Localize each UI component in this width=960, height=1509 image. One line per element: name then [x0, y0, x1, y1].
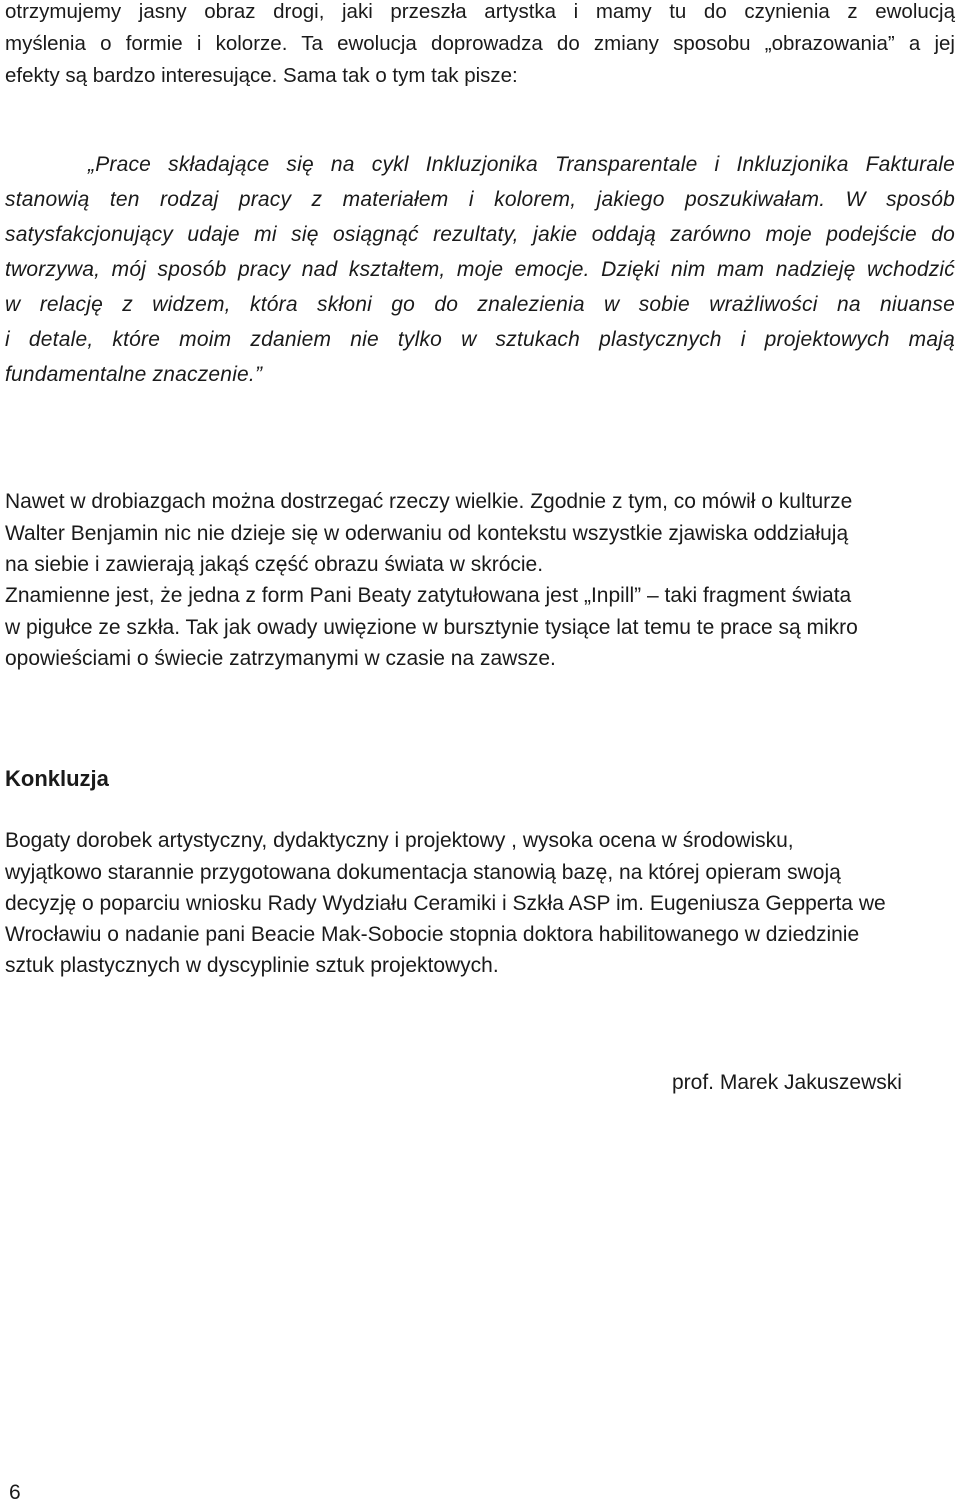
quote-line-4-text: tworzywa, mój sposób pracy nad kształtem, moje emocje.: [5, 258, 590, 281]
conclusion-line-4: Wrocławiu o nadanie pani Beacie Mak-Sobocie stopnia doktora habilitowanego w dziedzinie: [5, 923, 860, 946]
conclusion-line-3: decyzję o poparciu wniosku Rady Wydziału Ceramiki i Szkła ASP im. Eugeniusza Gepperta we: [5, 892, 886, 915]
quote-line-2: [5, 185, 955, 215]
quote-line-6: i detale, które moim zdaniem nie tylko w sztukach plastycznych i projektowych mają: [5, 328, 955, 351]
intro-line-2: myślenia o formie i kolorze. Ta ewolucja doprowadza do zmiany sposobu „obrazowania” a jej: [5, 32, 955, 55]
para2-line-4: Znamienne jest, że jedna z form Pani Beaty zatytułowana jest „Inpill” – taki fragment świata: [5, 584, 852, 607]
quote-line-2-tail: W sposób: [845, 188, 955, 211]
quote-line-3: satysfakcjonujący udaje mi się osiągnąć rezultaty, jakie oddają zarówno moje podejście do: [5, 223, 955, 246]
quote-line-1: „Prace składające się na cykl Inkluzjonika Transparentale i Inkluzjonika Fakturale: [88, 153, 955, 176]
conclusion-line-1: Bogaty dorobek artystyczny, dydaktyczny i projektowy , wysoka ocena w środowisku,: [5, 829, 794, 852]
intro-line-3: efekty są bardzo interesujące. Sama tak o tym tak pisze:: [5, 64, 518, 87]
para2-line-5: w pigułce ze szkła. Tak jak owady uwięzione w bursztynie tysiące lat temu te prace są mikro: [5, 616, 858, 639]
signature: prof. Marek Jakuszewski: [672, 1071, 902, 1094]
quote-line-2-text: stanowią ten rodzaj pracy z materiałem i kolorem, jakiego poszukiwałam.: [5, 188, 826, 211]
quote-line-4: [5, 255, 955, 285]
conclusion-line-5: sztuk plastycznych w dyscyplinie sztuk projektowych.: [5, 954, 499, 977]
conclusion-line-2: wyjątkowo starannie przygotowana dokumentacja stanowią bazę, na której opieram swoją: [5, 861, 841, 884]
quote-line-5: w relację z widzem, która skłoni go do znalezienia w sobie wrażliwości na niuanse: [5, 293, 955, 316]
para2-line-3: na siebie i zawierają jakąś część obrazu świata w skrócie.: [5, 553, 544, 576]
conclusion-heading: Konkluzja: [5, 766, 109, 791]
para2-line-2: Walter Benjamin nic nie dzieje się w oderwaniu od kontekstu wszystkie zjawiska oddziałują: [5, 522, 849, 545]
para2-line-1: Nawet w drobiazgach można dostrzegać rzeczy wielkie. Zgodnie z tym, co mówił o kulturze: [5, 490, 853, 513]
document-page: [5, 0, 955, 1509]
intro-line-1: otrzymujemy jasny obraz drogi, jaki przeszła artystka i mamy tu do czynienia z ewolucją: [5, 0, 955, 23]
quote-line-4-tail: Dzięki nim mam nadzieję wchodzić: [601, 258, 955, 281]
para2-line-6: opowieściami o świecie zatrzymanymi w czasie na zawsze.: [5, 647, 556, 670]
page-number: 6: [9, 1481, 21, 1504]
quote-line-7: fundamentalne znaczenie.”: [5, 363, 263, 386]
